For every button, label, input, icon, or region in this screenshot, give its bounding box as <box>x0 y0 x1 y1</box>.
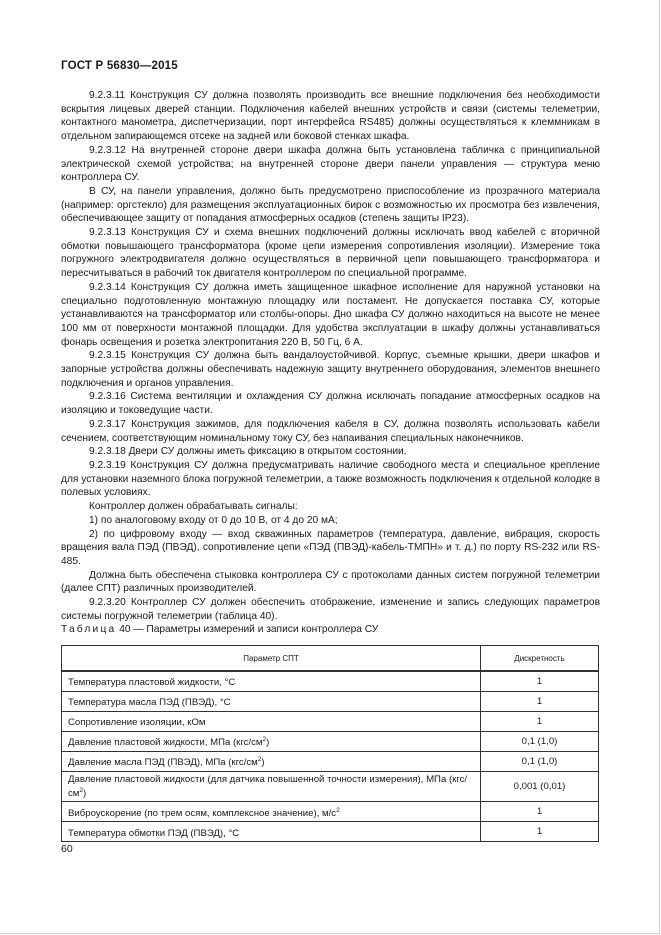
page-number: 60 <box>61 843 73 855</box>
table-row <box>62 822 599 842</box>
paragraph-9-2-3-19: 9.2.3.19 Конструкция СУ должна предусматривать наличие свободного места и специальное крепление для установки наземного блока погружной телеметрии, а также возможность подключения к отдельной колодке в полевых условиях. <box>61 459 601 499</box>
paragraph-9-2-3-20: 9.2.3.20 Контроллер СУ должен обеспечить отображение, изменение и запись следующих параметров системы погружной телеметрии (таблица 40). <box>61 597 600 622</box>
table-cell-parameter: Давление пластовой жидкости, МПа $(кгс/см^2)$ <box>62 732 481 752</box>
table-cell-parameter: Сопротивление изоляции, кОм <box>62 712 481 732</box>
table-cell-parameter: Температура обмотки ПЭД (ПВЭД), °С <box>62 822 481 842</box>
table-caption <box>61 624 378 635</box>
table-row <box>62 752 599 772</box>
table-cell-value: 1 <box>481 712 599 732</box>
list-item-analog-input: 1) по аналоговому входу от 0 до 10 В, от 4 до 20 мА; <box>89 514 338 526</box>
table-cell-parameter: Температура масла ПЭД (ПВЭД), °С <box>62 692 481 712</box>
table-cell-parameter: Температура пластовой жидкости, °С <box>62 671 481 692</box>
table-row <box>62 671 599 692</box>
table-header-row <box>62 646 599 672</box>
table-caption-label: Таблица <box>61 624 117 635</box>
table-cell-value: 0,1 (1,0) <box>481 732 599 752</box>
paragraph-9-2-3-14: 9.2.3.14 Конструкция СУ должна иметь защищенное шкафное исполнение для наружной установки на специально подготовленную монтажную площадку или постамент. Не допускается поставка СУ, которые устанавливаются на трансформатор или столбы-опоры. Дно шкафа СУ должно находиться на высоте не менее 100 мм от поверхности монтажной площадки. Для удобства эксплуатации в шкафу должны устанавливаться фонарь освещения и розетка электропитания 220 В, 50 Гц, 6 А. <box>61 281 600 348</box>
column-header-parameter: Параметр СПТ <box>62 646 481 672</box>
table-cell-value: 1 <box>481 802 599 822</box>
document-standard-title: ГОСТ Р 56830—2015 <box>61 60 178 72</box>
paragraph-9-2-3-17: 9.2.3.17 Конструкция зажимов, для подключения кабеля в СУ, должна позволять использовать кабели сечением, соответствующим номинальному току СУ, без напаивания специальных наконечников. <box>61 418 600 444</box>
parameters-table <box>61 645 599 842</box>
table-row <box>62 712 599 732</box>
table-caption-title: 40 — Параметры измерений и записи контроллера СУ <box>119 624 379 635</box>
table-row <box>62 732 599 752</box>
table-cell-parameter: Давление масла ПЭД (ПВЭД), МПа $(кгс/см^2)$ <box>62 752 481 772</box>
table-row <box>62 802 599 822</box>
paragraph-telemetry-protocols: Должна быть обеспечена стыковка контроллера СУ с протоколами данных систем погружной телеметрии (далее СПТ) различных производителей. <box>61 569 600 595</box>
paragraph-signals-intro: Контроллер должен обрабатывать сигналы: <box>89 501 298 513</box>
paragraph-9-2-3-11: 9.2.3.11 Конструкция СУ должна позволять производить все внешние подключения без необходимости вскрытия лицевых дверей станции. Подключения кабелей внешних устройств и связи (системы телеметрии, контактного манометра, диспетчеризации, порт интерфейса RS485) должны осуществляться к клеммникам в отдельном запирающемся отсеке на задней или боковой стенках шкафа. <box>61 90 600 143</box>
paragraph-9-2-3-15: 9.2.3.15 Конструкция СУ должна быть вандалоустойчивой. Корпус, съемные крышки, двери шкафов и запорные устройства должны обеспечивать надежную защиту внутреннего оборудования, элементов внешнего подключения и органов управления. <box>61 350 600 389</box>
table-cell-value: 0,1 (1,0) <box>481 752 599 772</box>
paragraph-9-2-3-13: 9.2.3.13 Конструкция СУ и схема внешних подключений должны исключать ввод кабелей с вторичной обмотки повышающего трансформатора (кроме цепи измерения сопротивления изоляции). Измерение тока погружного электродвигателя должно осуществляться в первичной цепи повышающего трансформатора и пересчитываться в рабочий ток двигателя контроллером по специальной программе. <box>61 227 600 280</box>
table-row <box>62 692 599 712</box>
paragraph-9-2-3-16: 9.2.3.16 Система вентиляции и охлаждения СУ должна исключать попадание атмосферных осадков на изоляцию и токоведущие части. <box>61 391 600 417</box>
paragraph-control-panel: В СУ, на панели управления, должно быть предусмотрено приспособление из прозрачного материала (например: оргстекло) для размещения эксплуатационных бирок с возможностью их просмотра без извлечения, обеспечивающее защиту от попадания атмосферных осадков (степень защиты IP23). <box>61 185 600 225</box>
column-header-discreteness: Дискретность <box>481 646 599 672</box>
table-cell-value: 1 <box>481 671 599 692</box>
table-row <box>62 772 599 802</box>
body-text <box>61 89 600 623</box>
table-cell-value: 1 <box>481 692 599 712</box>
paragraph-9-2-3-12: 9.2.3.12 На внутренней стороне двери шкафа должна быть установлена табличка с принципиальной электрической схемой устройства; на внутренней стороне двери панели управления — структура меню контроллера СУ. <box>61 144 600 184</box>
table-cell-value: 0,001 (0,01) <box>481 772 599 802</box>
table-cell-parameter: Давление пластовой жидкости (для датчика повышенной точности измерения), МПа $(кгс/см^2)$ <box>62 772 481 802</box>
table-cell-value: 1 <box>481 822 599 842</box>
paragraph-9-2-3-18: 9.2.3.18 Двери СУ должны иметь фиксацию в открытом состоянии. <box>89 446 407 458</box>
list-item-digital-input: 2) по цифровому входу — вход скважинных параметров (температура, давление, вибрация, скорость вращения вала ПЭД (ПВЭД), сопротивление цепи «ПЭД (ПВЭД)-кабель-ТМПН» и т. д.) по порту RS-232 или RS-485. <box>61 528 600 567</box>
table-cell-parameter: Виброускорение (по трем осям, комплексное значение), $м/с^2$ <box>62 802 481 822</box>
